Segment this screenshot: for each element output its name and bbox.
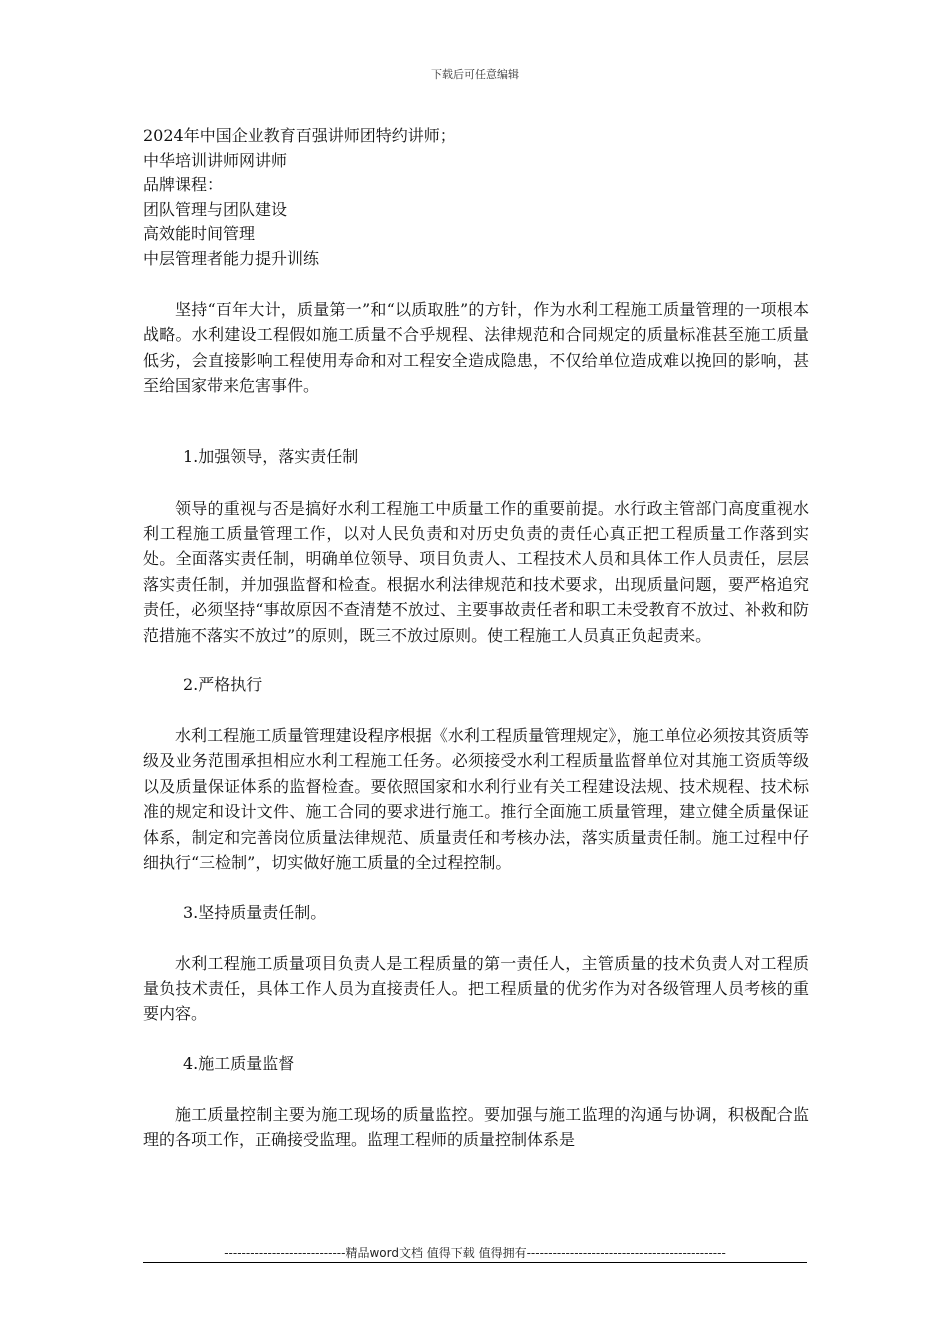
page-footer: ----------------------------精品word文档 值得下载 值得拥有---------------------------------------------- — [224, 1246, 726, 1260]
paragraph-section-3: 水利工程施工质量项目负责人是工程质量的第一责任人，主管质量的技术负责人对工程质量负技术责任，具体工作人员为直接责任人。把工程质量的优劣作为对各级管理人员考核的重要内容。 — [143, 953, 809, 1024]
intro-line: 团队管理与团队建设 — [143, 199, 288, 219]
paragraph-section-4: 施工质量控制主要为施工现场的质量监控。要加强与施工监理的沟通与协调，积极配合监理的各项工作，正确接受监理。监理工程师的质量控制体系是 — [143, 1104, 809, 1150]
paragraph-intro: 坚持“百年大计，质量第一”和“以质取胜”的方针，作为水利工程施工质量管理的一项根本战略。水利建设工程假如施工质量不合乎规程、法律规范和合同规定的质量标准甚至施工质量低劣，会直接影响工程使用寿命和对工程安全造成隐患，不仅给单位造成难以挽回的影响，甚至给国家带来危害事件。 — [143, 300, 809, 396]
paragraph-section-2: 水利工程施工质量管理建设程序根据《水利工程质量管理规定》，施工单位必须按其资质等级及业务范围承担相应水利工程施工任务。必须接受水利工程质量监督单位对其施工资质等级以及质量保证体系的监督检查。要依照国家和水利行业有关工程建设法规、技术规程、技术标准的规定和设计文件、施工合同的要求进行施工。推行全面施工质量管理，建立健全质量保证体系，制定和完善岗位质量法律规范、质量责任和考核办法，落实质量责任制。施工过程中仔细执行“三检制”，切实做好施工质量的全过程控制。 — [143, 726, 809, 873]
section-heading-2: 2.严格执行 — [183, 675, 263, 695]
document-body — [143, 124, 809, 1153]
intro-line: 中华培训讲师网讲师 — [143, 150, 288, 170]
page-header: 下载后可任意编辑 — [431, 68, 519, 81]
intro-line: 品牌课程： — [143, 175, 224, 194]
section-heading-4: 4.施工质量监督 — [183, 1053, 295, 1073]
intro-line: 2024年中国企业教育百强讲师团特约讲师； — [143, 126, 456, 145]
section-heading-3: 3.坚持质量责任制。 — [183, 902, 327, 922]
footer-divider — [143, 1262, 807, 1263]
intro-line: 中层管理者能力提升训练 — [143, 248, 320, 268]
section-heading-1: 1.加强领导，落实责任制 — [183, 446, 359, 466]
intro-line: 高效能时间管理 — [143, 224, 256, 243]
paragraph-section-1: 领导的重视与否是搞好水利工程施工中质量工作的重要前提。水行政主管部门高度重视水利工程施工质量管理工作，以对人民负责和对历史负责的责任心真正把工程质量工作落到实处。全面落实责任制，明确单位领导、项目负责人、工程技术人员和具体工作人员责任，层层落实责任制，并加强监督和检查。根据水利法律规范和技术要求，出现质量问题，要严格追究责任，必须坚持“事故原因不查清楚不放过、主要事故责任者和职工未受教育不放过、补救和防范措施不落实不放过”的原则，既三不放过原则。使工程施工人员真正负起责来。 — [143, 498, 809, 645]
